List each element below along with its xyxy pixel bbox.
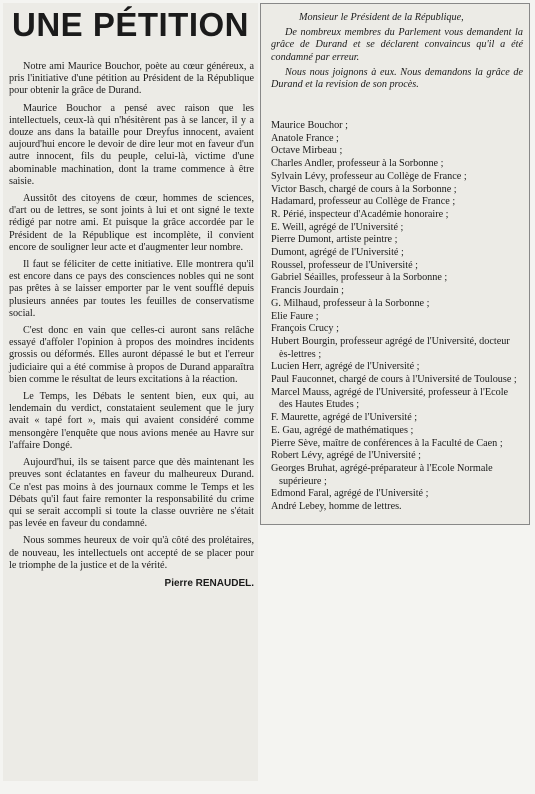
article-paragraph: Notre ami Maurice Bouchor, poète au cœur généreux, a pris l'initiative d'une pétition au Président de la République pour obtenir la grâce de Durand.: [9, 61, 254, 97]
signatory-item: Hubert Bourgin, professeur agrégé de l'Université, docteur ès-lettres ;: [271, 335, 510, 360]
signatory-item: Victor Basch, chargé de cours à la Sorbonne ;: [271, 183, 457, 195]
signatory-item: Lucien Herr, agrégé de l'Université ;: [271, 361, 420, 373]
signatory-item: Maurice Bouchor ;: [271, 120, 348, 131]
signatory-item: Paul Fauconnet, chargé de cours à l'Université de Toulouse ;: [271, 374, 517, 386]
signatory-item: Edmond Faral, agrégé de l'Université ;: [271, 488, 429, 500]
article-paragraph: Il faut se féliciter de cette initiative. Elle montrera qu'il est encore dans ce pays des consciences nobles qui ne sont pas prêtes à se laisser emporter par le vent soufflé depuis plusieurs années par toutes les feuilles de conservatisme social.: [9, 259, 254, 319]
article-title: UNE PÉTITION: [11, 6, 250, 43]
signatory-item: Francis Jourdain ;: [271, 285, 344, 297]
signatory-item: Charles Andler, professeur à la Sorbonne ;: [271, 158, 444, 170]
signatory-item: Roussel, professeur de l'Université ;: [271, 259, 418, 271]
signatory-item: G. Milhaud, professeur à la Sorbonne ;: [271, 297, 430, 309]
signatory-item: Dumont, agrégé de l'Université ;: [271, 247, 404, 259]
signatory-item: Robert Lévy, agrégé de l'Université ;: [271, 450, 421, 462]
signatory-item: Pierre Dumont, artiste peintre ;: [271, 234, 398, 246]
signatory-list: [271, 120, 523, 514]
signatory-item: Sylvain Lévy, professeur au Collège de France ;: [271, 170, 467, 182]
signatory-item: François Crucy ;: [271, 323, 339, 335]
article-signature: Pierre RENAUDEL.: [164, 577, 254, 589]
article-column: [3, 3, 258, 781]
signatory-item: Elie Faure ;: [271, 310, 319, 322]
signatory-item: Gabriel Séailles, professeur à la Sorbonne ;: [271, 272, 448, 284]
signatory-item: R. Périé, inspecteur d'Académie honoraire ;: [271, 208, 449, 220]
signatory-item: E. Gau, agrégé de mathématiques ;: [271, 424, 414, 436]
signatory-item: F. Maurette, agrégé de l'Université ;: [271, 412, 418, 424]
article-paragraph: Maurice Bouchor a pensé avec raison que les intellectuels, ceux-là qui n'hésitèrent pas à se lancer, il y a douze ans dans la bataille pour Dreyfus innocent, avaient aujourd'hui encore le devoir de dire leur mot en faveur d'un autre innocent, fils du peuple, celui-là, victime d'une abominable machination, dont la trame commence à être saisie.: [9, 102, 254, 187]
signatory-item: Hadamard, professeur au Collège de France ;: [271, 196, 456, 208]
signatory-item: Marcel Mauss, agrégé de l'Université, professeur à l'Ecole des Hautes Etudes ;: [271, 386, 509, 411]
article-paragraph: Nous sommes heureux de voir qu'à côté des prolétaires, de nouveau, les intellectuels ont accepté de se placer pour le triomphe de la justice et de la vérité.: [9, 535, 254, 571]
article-paragraph: Aujourd'hui, ils se taisent parce que dès maintenant les preuves sont éclatantes en faveur du malheureux Durand. Ce n'est pas moins à des journaux comme le Temps et les Débats qu'il faut faire remonter la responsabilité du crime qui se serait accompli si toute la classe ouvrière ne s'était pas levée en faveur du condamné.: [9, 457, 254, 530]
petition-column: [260, 3, 530, 525]
signatory-item: Octave Mirbeau ;: [271, 145, 343, 157]
article-paragraph: Le Temps, les Débats le sentent bien, eux qui, au lendemain du verdict, constataient seulement que le jury avait « tapé fort », mais qui avaient considéré comme mensongère l'enquête que nous avions menée au Havre sur l'affaire Dongé.: [9, 391, 254, 451]
signatory-item: Georges Bruhat, agrégé-préparateur à l'Ecole Normale supérieure ;: [271, 462, 493, 487]
signatory-item: E. Weill, agrégé de l'Université ;: [271, 221, 404, 233]
signatory-item: André Lebey, homme de lettres.: [271, 501, 402, 513]
petition-intro: [271, 12, 523, 94]
article-paragraph: Aussitôt des citoyens de cœur, hommes de sciences, d'art ou de lettres, se sont joints à lui et ont signé le texte rédigé par notre ami. Et puisque la grâce accordée par le Président de la République est incomplète, il convient encore de souligner leur acte et d'augmenter leur nombre.: [9, 193, 254, 253]
petition-intro-paragraph: De nombreux membres du Parlement vous demandent la grâce de Durand et se déclarent convaincus qu'il a été condamné par erreur.: [271, 27, 523, 63]
petition-salutation: Monsieur le Président de la République,: [299, 12, 464, 23]
signatory-item: Pierre Sève, maître de conférences à la Faculté de Caen ;: [271, 437, 503, 449]
article-paragraph: C'est donc en vain que celles-ci auront sans relâche essayé d'affoler l'opinion à propos des moindres incidents grossis ou déformés. Elles auront dépassé le but et l'erreur judiciaire qui a été commise à propos de Durand apparaîtra bien comme le résultat de leurs excitations à la réaction.: [9, 325, 254, 385]
signatory-item: Anatole France ;: [271, 132, 339, 144]
petition-intro-paragraph: Nous nous joignons à eux. Nous demandons la grâce de Durand et la revision de son procès.: [271, 66, 523, 91]
article-body: [9, 61, 254, 589]
